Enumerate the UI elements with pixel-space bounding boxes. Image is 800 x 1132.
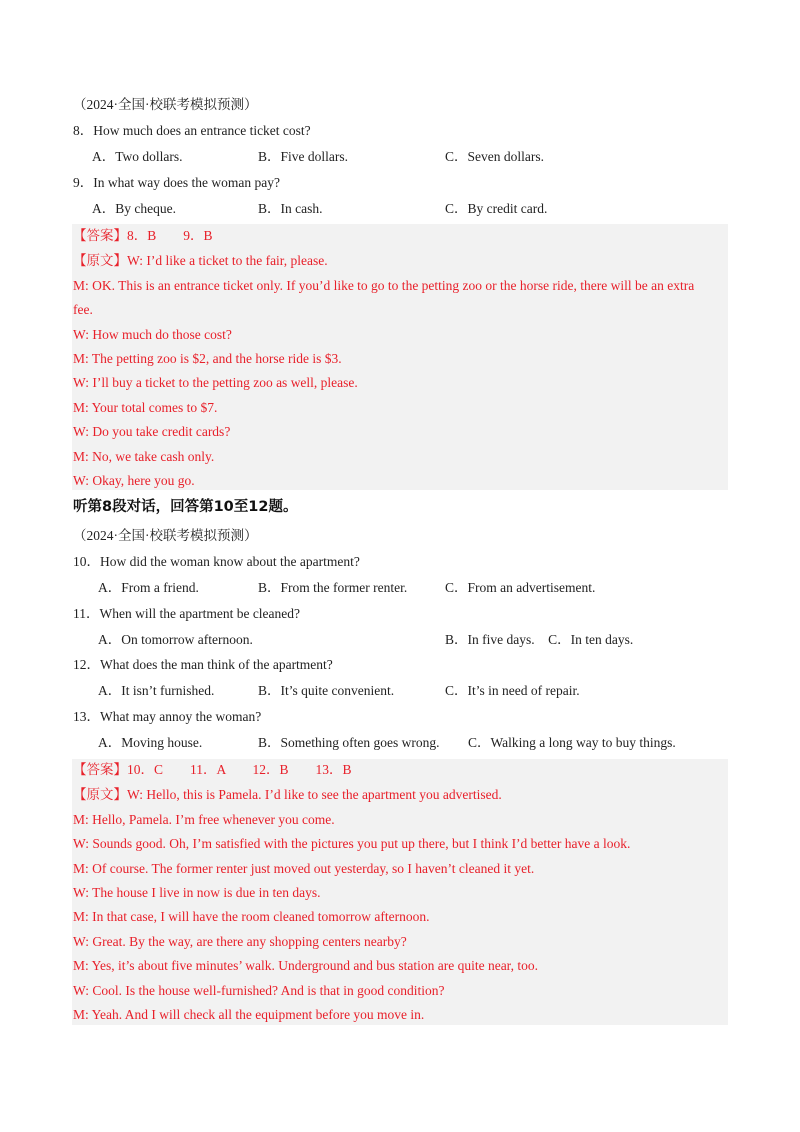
transcript-line: M: Your total comes to $7. [73, 400, 218, 415]
question-13: 13．What may annoy the woman? [73, 709, 262, 724]
transcript-line: M: Yeah. And I will check all the equipment before you move in. [73, 1007, 425, 1022]
transcript-line: W: Sounds good. Oh, I’m satisfied with the pictures you put up there, but I think I’d better have a look. [73, 836, 631, 851]
transcript-line: M: The petting zoo is $2, and the horse ride is $3. [73, 351, 342, 366]
q8-option-a: A．Two dollars. [92, 149, 183, 164]
source-label-1: （2024·全国·校联考模拟预测） [73, 97, 258, 112]
transcript-line: M: In that case, I will have the room cleaned tomorrow afternoon. [73, 909, 430, 924]
q11-option-a: A．On tomorrow afternoon. [98, 632, 253, 647]
transcript-line: fee. [73, 302, 93, 317]
question-11: 11．When will the apartment be cleaned? [73, 606, 301, 621]
question-8: 8．How much does an entrance ticket cost? [73, 123, 311, 138]
answer-key-1: 【答案】8．B 9．B [73, 228, 213, 243]
question-10: 10．How did the woman know about the apartment? [73, 554, 360, 569]
transcript-line: M: No, we take cash only. [73, 449, 215, 464]
transcript-line: W: How much do those cost? [73, 327, 232, 342]
transcript-line: M: Hello, Pamela. I’m free whenever you come. [73, 812, 335, 827]
question-9: 9．In what way does the woman pay? [73, 175, 280, 190]
q13-option-a: A．Moving house. [98, 735, 203, 750]
q13-option-b: B．Something often goes wrong. [258, 735, 440, 750]
q12-option-a: A．It isn’t furnished. [98, 683, 215, 698]
answer-key-2: 【答案】10．C 11．A 12．B 13．B [73, 762, 352, 777]
q10-option-b: B．From the former renter. [258, 580, 408, 595]
transcript-line: W: The house I live in now is due in ten days. [73, 885, 321, 900]
transcript-line: M: Of course. The former renter just moved out yesterday, so I haven’t cleaned it yet. [73, 861, 535, 876]
q13-option-c: C．Walking a long way to buy things. [468, 735, 676, 750]
q11-option-bc: B．In five days. C．In ten days. [445, 632, 634, 647]
question-12: 12．What does the man think of the apartment? [73, 657, 333, 672]
transcript-line: W: Okay, here you go. [73, 473, 195, 488]
q9-option-b: B．In cash. [258, 201, 323, 216]
transcript-line: M: OK. This is an entrance ticket only. If you’d like to go to the petting zoo or the horse ride, there will be an extra [73, 278, 695, 293]
transcript-line: W: I’ll buy a ticket to the petting zoo as well, please. [73, 375, 358, 390]
q8-option-c: C．Seven dollars. [445, 149, 544, 164]
section-heading: 听第8段对话，回答第10至12题。 [73, 499, 298, 515]
transcript-line: W: Great. By the way, are there any shopping centers nearby? [73, 934, 407, 949]
q10-option-c: C．From an advertisement. [445, 580, 596, 595]
q12-option-c: C．It’s in need of repair. [445, 683, 580, 698]
transcript-line: 【原文】W: Hello, this is Pamela. I’d like to see the apartment you advertised. [73, 787, 502, 802]
source-label-2: （2024·全国·校联考模拟预测） [73, 528, 258, 543]
q8-option-b: B．Five dollars. [258, 149, 348, 164]
q10-option-a: A．From a friend. [98, 580, 199, 595]
transcript-line: W: Do you take credit cards? [73, 424, 231, 439]
q12-option-b: B．It’s quite convenient. [258, 683, 395, 698]
transcript-line: 【原文】W: I’d like a ticket to the fair, please. [73, 253, 328, 268]
q9-option-a: A．By cheque. [92, 201, 176, 216]
q9-option-c: C．By credit card. [445, 201, 548, 216]
transcript-line: W: Cool. Is the house well-furnished? And is that in good condition? [73, 983, 445, 998]
transcript-line: M: Yes, it’s about five minutes’ walk. Underground and bus station are quite near, too. [73, 958, 539, 973]
